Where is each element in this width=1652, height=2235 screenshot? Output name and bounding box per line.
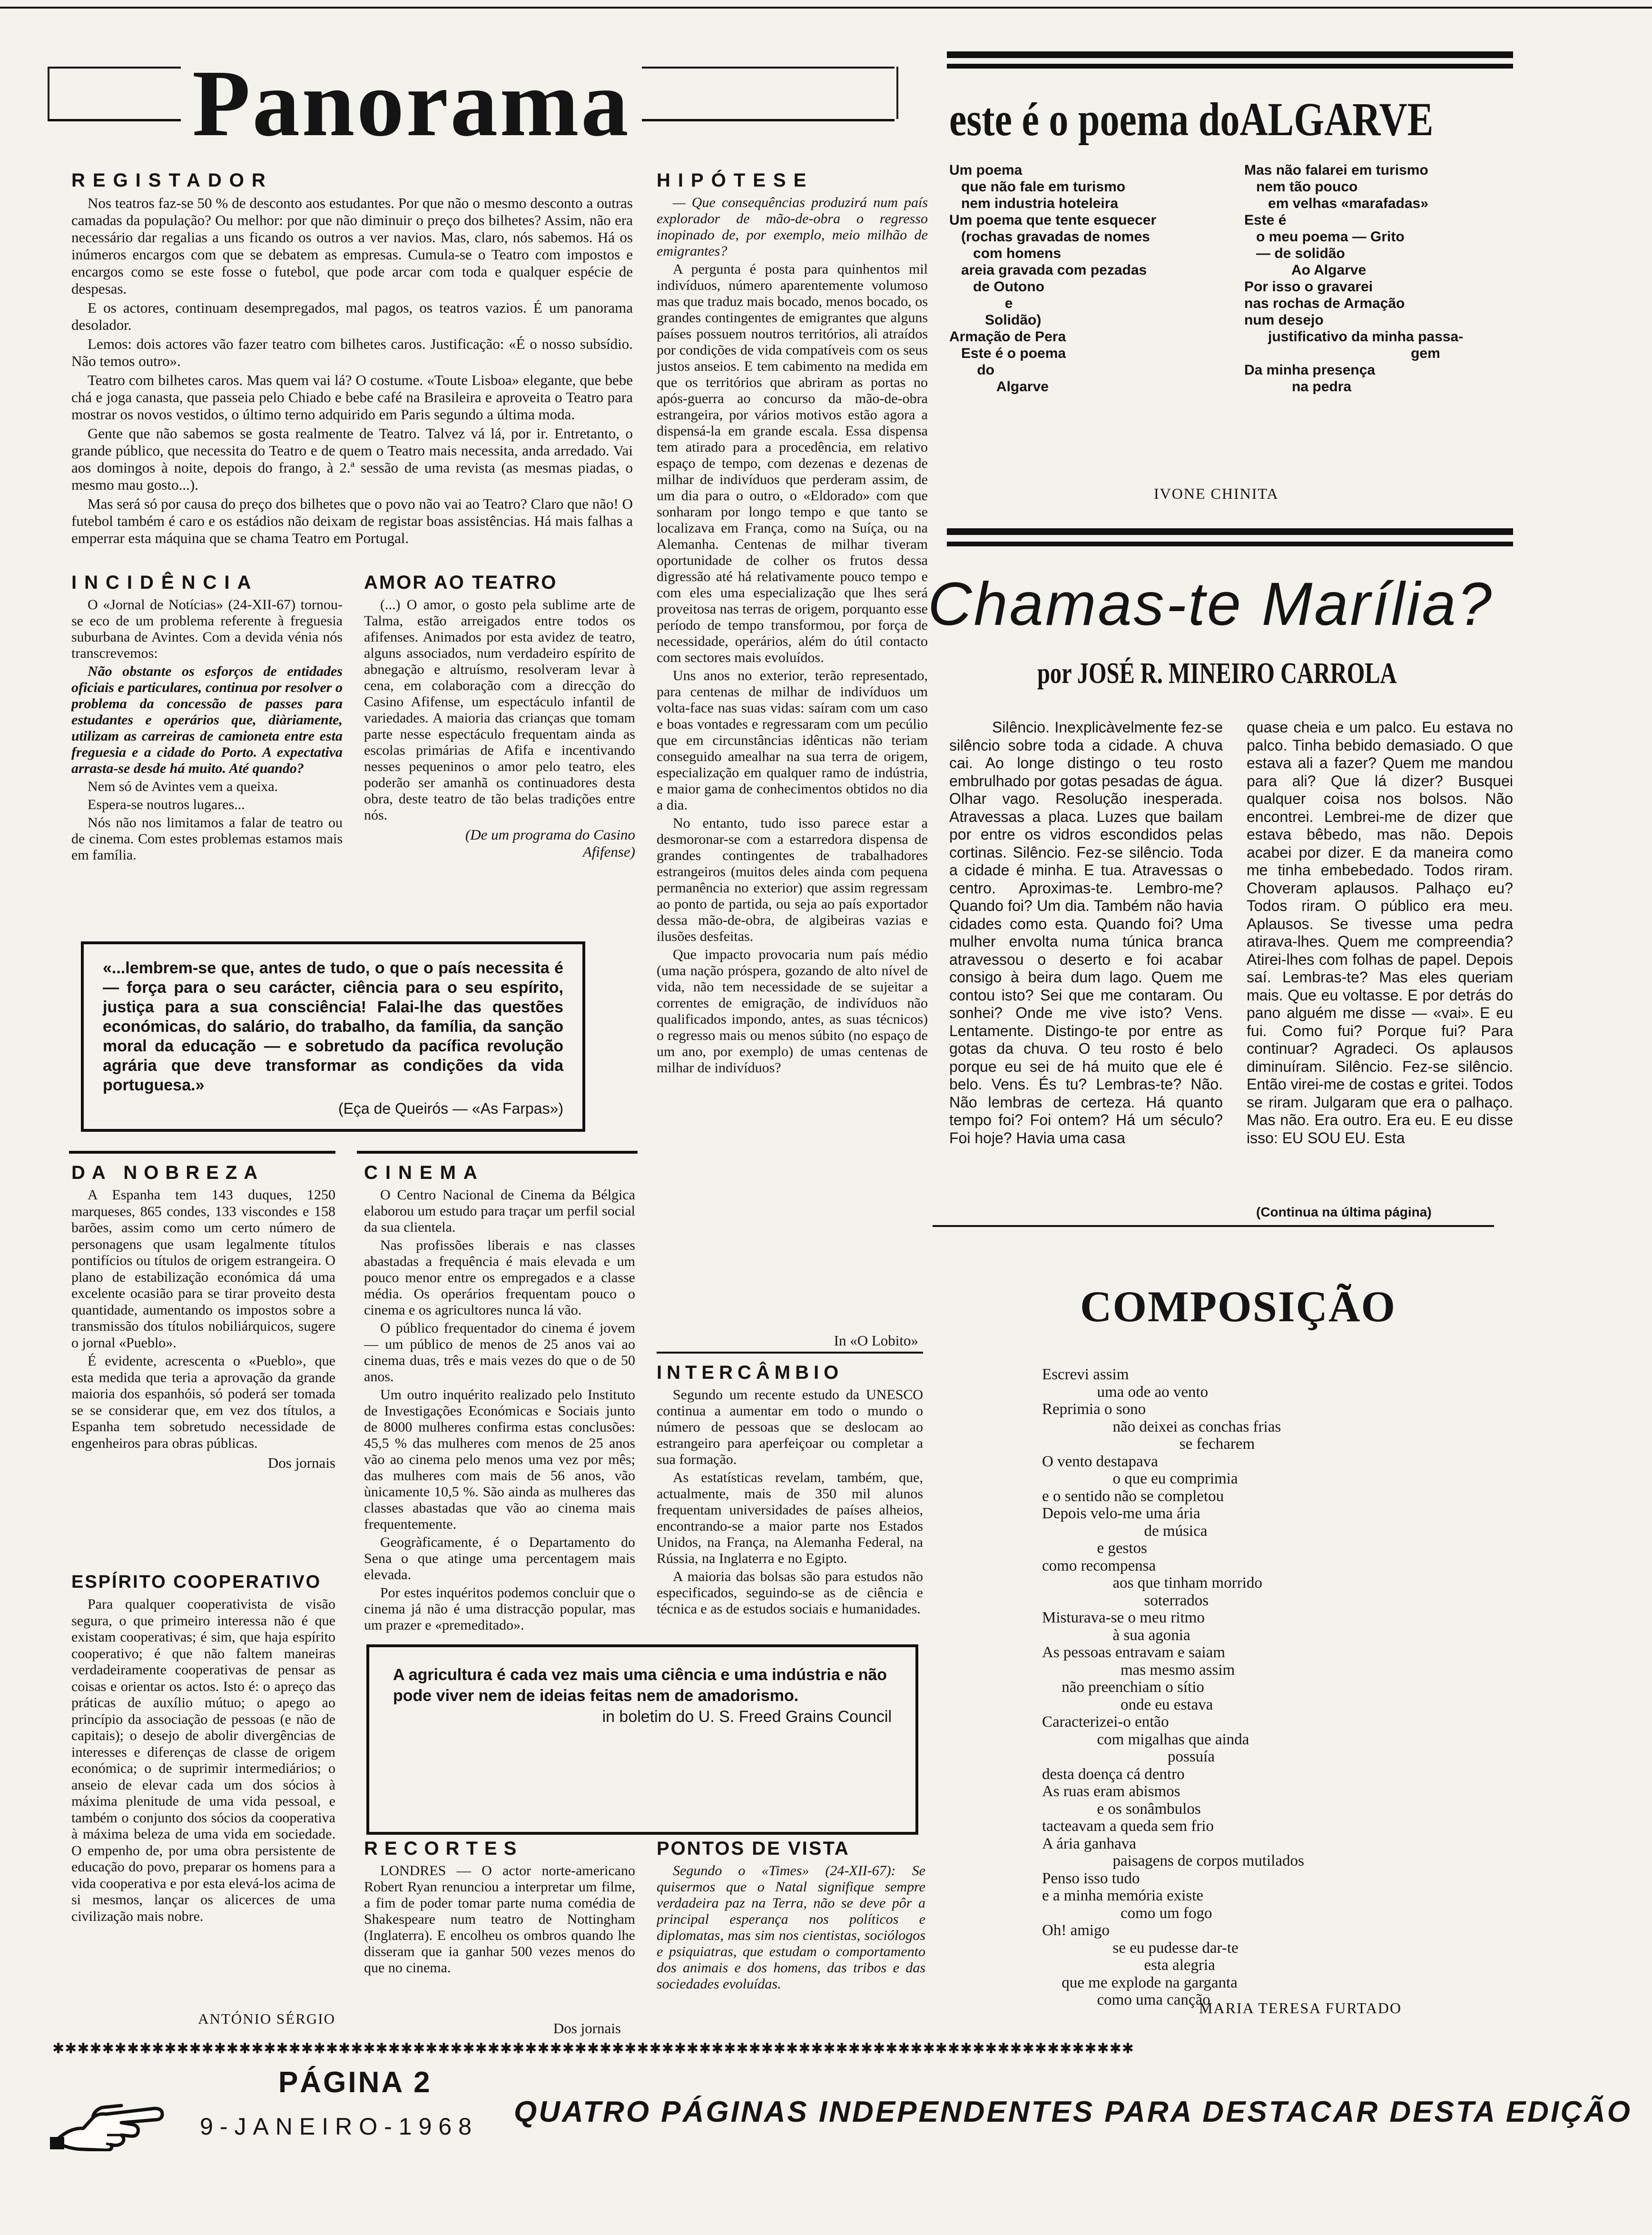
- footer-page: PÁGINA 2: [278, 2066, 432, 2099]
- poem-line: do: [949, 362, 994, 378]
- poem-line: uma ode ao vento: [1042, 1383, 1209, 1401]
- panorama-title: Panorama: [181, 56, 642, 151]
- incidencia-body: [71, 597, 343, 863]
- chamas-byline: por JOSÉ R. MINEIRO CARROLA: [1037, 657, 1397, 690]
- poem-line: Por isso o gravarei: [1244, 279, 1373, 295]
- poem-line: Caracterizei-o então: [1042, 1713, 1169, 1731]
- poem-line: nem industria hoteleira: [949, 196, 1119, 211]
- footer-date: 9-JANEIRO-1968: [200, 2113, 479, 2140]
- algarve-poem-author: IVONE CHINITA: [1154, 485, 1279, 502]
- poem-line: se fecharem: [1042, 1435, 1255, 1453]
- nobreza-body: [71, 1187, 335, 1452]
- intercambio-paragraph: A maioria das bolsas são para estudos não especificados, seguindo-se as de ciência e técnica e as de estudos sociais e humanidades.: [657, 1569, 923, 1617]
- eca-quote-text: «...lembrem-se que, antes de tudo, o que o país necessita é — força para o seu carácter, ciência para o seu espírito, justiça para a sua consciência! Falai-lhe das questões económicas, do salário, do trabalho, da família, da sanção moral da educação — e sobretudo da pacífica revolução agrária que deve transformar as condições da vida portuguesa.»: [103, 959, 563, 1094]
- poem-line: esta alegria: [1042, 1957, 1215, 1974]
- eca-quote-box: [81, 941, 585, 1132]
- amor-teatro-credit: (De um programa do Casino Afifense): [465, 826, 635, 860]
- recortes-paragraph: LONDRES — O actor norte-americano Robert Ryan renunciou a interpretar um filme, a fim de poder tomar parte numa comédia de Shakespeare num teatro de Nottingham (Inglaterra). E encolheu os ombros quando lhe disseram que ia ganhar 500 vezes menos do que no cinema.: [364, 1863, 635, 1976]
- cinema-heading: CINEMA: [364, 1162, 485, 1183]
- poem-line: (rochas gravadas de nomes: [949, 229, 1150, 245]
- registador-paragraph: Mas será só por causa do preço dos bilhetes que o povo não vai ao Teatro? Claro que não! O futebol também é caro e os estádios não deixam de registar boas assistências. Há mais falhas a emperrar esta máquina que se chama Teatro em Portugal.: [71, 495, 633, 546]
- poem-line: à sua agonia: [1042, 1626, 1190, 1644]
- poem-line: em velhas «marafadas»: [1244, 196, 1428, 211]
- poem-line: e gestos: [1042, 1540, 1147, 1557]
- incidencia-section: [71, 571, 343, 933]
- cinema-paragraph: Nas profissões liberais e nas classes abastadas a frequência é mais elevada e um pouco menor entre os empregados e a classe média. Os operários frequentam pouco o cinema e os agricultores nunca lá vão.: [364, 1237, 635, 1318]
- poem-line: Este é o poema: [949, 346, 1066, 361]
- poem-line: Reprimia o sono: [1042, 1401, 1146, 1418]
- poem-line: mas mesmo assim: [1042, 1661, 1235, 1679]
- poem-line: Mas não falarei em turismo: [1244, 162, 1428, 178]
- espirito-section: [71, 1571, 335, 2027]
- poem-line: nem tão pouco: [1244, 179, 1358, 195]
- cinema-body: [364, 1187, 635, 1633]
- nobreza-section: [71, 1161, 335, 1566]
- poem-line: Algarve: [949, 379, 1049, 395]
- poem-line: A ária ganhava: [1042, 1835, 1136, 1852]
- poem-line: soterrados: [1042, 1592, 1209, 1609]
- agricultura-credit: in boletim do U. S. Freed Grains Council: [602, 1708, 892, 1726]
- poem-line: Um poema: [949, 162, 1023, 178]
- registador-heading: REGISTADOR: [71, 170, 273, 191]
- poem-line: Um poema que tente esquecer: [949, 212, 1157, 228]
- poem-line: se eu pudesse dar-te: [1042, 1939, 1239, 1957]
- cinema-paragraph: Um outro inquérito realizado pelo Instituto de Investigações Económicas e Sociais junto de 8000 mulheres confirma estas conclusões: 45,5 % das mulheres com menos de 25 anos vão ao cinema pelo menos uma vez por mês; das mulheres com mais de 56 anos, vão ùnicamente 10,5 %. São ainda as mulheres das classes abastadas que vão ao cinema mais frequentemente.: [364, 1387, 635, 1532]
- poem-line: como recompensa: [1042, 1557, 1156, 1574]
- registador-body: [71, 195, 633, 547]
- poem-line: areia gravada com pezadas: [949, 262, 1147, 278]
- recortes-credit: Dos jornais: [553, 2020, 621, 2037]
- algarve-poem: [949, 162, 1511, 509]
- registador-paragraph: E os actores, continuam desempregados, mal pagos, os teatros vazios. É um panorama desolador.: [71, 299, 633, 333]
- eca-quote-credit: (Eça de Queirós — «As Farpas»): [338, 1100, 563, 1117]
- poem-line: o que eu comprimia: [1042, 1470, 1238, 1487]
- intercambio-paragraph: Segundo um recente estudo da UNESCO continua a aumentar em todo o mundo o número de pessoas que se deslocam ao estrangeiro para aperfeiçoar ou completar a sua formação.: [657, 1387, 923, 1467]
- algarve-rule-bottom-1: [947, 528, 1513, 535]
- espirito-paragraph: Para qualquer cooperativista de visão segura, o que primeiro interessa não é que existam cooperativas; é sim, que haja espírito cooperativo; é que não faltem maneiras verdadeiramente cooperativas de pensar as coisas e orientar os actos. Isto é: o apreço das práticas de auxílio mútuo; o apego ao princípio da associação de pessoas (e não de capitais); o desejo de abolir divergências de interesses e diferenças de classe de origem económica; o de suprimir intermediários; o anseio de elevar cada um dos sócios à máxima plenitude de uma vida pessoal, e também o conjunto dos sócios da cooperativa à máxima beleza de uma vida em sociedade. O empenho de, por uma obra persistente de educação do povo, preparar os homens para a vida cooperativa e por esta elevá-los acima de si mesmos, lançar os alicerces de uma civilização mais nobre.: [71, 1596, 335, 1924]
- poem-line: As ruas eram abismos: [1042, 1783, 1180, 1800]
- espirito-credit: ANTÓNIO SÉRGIO: [198, 2010, 335, 2027]
- intercambio-section: [657, 1361, 923, 1656]
- nobreza-paragraph: É evidente, acrescenta o «Pueblo», que esta medida que teria a aprovação da grande maioria dos espanhóis, só poderá ser tomada se se considerar que, em vez dos títulos, a Espanha tem sobretudo necessidade de engenheiros para obras públicas.: [71, 1353, 335, 1451]
- recortes-heading: RECORTES: [364, 1838, 523, 1859]
- poem-line: com migalhas que ainda: [1042, 1731, 1249, 1748]
- poem-line: Misturava-se o meu ritmo: [1042, 1609, 1205, 1626]
- pontos-paragraph: Segundo o «Times» (24-XII-67): Se quisermos que o Natal signifique sempre verdadeira paz na Terra, não se deve pôr a principal esperança nos políticos e diplomatas, mas sim nos cientistas, sociólogos e psiquiatras, que estudam o comportamento dos animais e dos homens, das tribos e das sociedades evoluídas.: [657, 1863, 925, 1992]
- hipotese-credit: In «O Lobito»: [834, 1332, 918, 1349]
- hipotese-section: [657, 169, 928, 1349]
- chamas-title: Chamas-te Marília?: [928, 570, 1494, 638]
- poem-line: onde eu estava: [1042, 1696, 1213, 1713]
- hipotese-paragraph: A pergunta é posta para quinhentos mil indivíduos, número aparentemente volumoso mas que traduz mais bocado, menos bocado, os grandes contingentes de emigrantes que alguns países possuem noutros territórios, ali atraídos por condições de vida compatíveis com os seus justos anseios. E tem cabimento na medida em que os territórios que abriram as portas no após-guerra ao concurso da mão-de-obra estrangeira, por vários motivos estão agora a dispensá-la em grande escala. Essa dispensa tem atirado para a procedência, em relativo espaço de tempo, com dezenas e dezenas de milhar de indivíduos que perderam assim, de um dia para o outro, o «Eldorado» com que sonharam por longo tempo e que tanto se localizava em França, como na Suíça, ou na Alemanha. Centenas de milhar tiveram oportunidade de colher os frutos dessa digressão até há relativamente pouco tempo e com eles uma especialização que lhes será proveitosa nas terras de origem, porquanto esse período de tempo transformou, por força de necessidade, operários, além do útil contacto com sectores mais evoluídos.: [657, 261, 928, 665]
- cinema-paragraph: Geogràficamente, é o Departamento do Sena o que atinge uma percentagem mais elevada.: [364, 1534, 635, 1582]
- composicao-author: MARIA TERESA FURTADO: [1199, 1999, 1402, 2017]
- poem-line: Solidão): [949, 312, 1042, 328]
- pointing-hand-icon: [50, 2070, 164, 2151]
- poem-line: Ao Algarve: [1244, 262, 1367, 278]
- pontos-heading: PONTOS DE VISTA: [657, 1838, 850, 1859]
- algarve-rule-top-1: [947, 51, 1513, 58]
- hipotese-paragraph: No entanto, tudo isso parece estar a desmoronar-se com a estarredora dispensa de grandes contingentes de trabalhadores estrangeiros (muitos deles ainda com pequena permanência no exterior) que assim regressam ao ponto de partida, ou seja ao país exportador dessa mão-de-obra, de algibeiras vazias e ilusões desfeitas.: [657, 815, 928, 944]
- poem-line: que me explode na garganta: [1042, 1974, 1238, 1991]
- poem-line: na pedra: [1244, 379, 1352, 395]
- espirito-heading: ESPÍRITO COOPERATIVO: [71, 1572, 322, 1592]
- nobreza-paragraph: A Espanha tem 143 duques, 1250 marqueses, 865 condes, 133 viscondes e 158 barões, assim como um certo número de personagens que usam legalmente títulos pontifícios ou títulos de origem estrangeira. O plano de estabilização económica dá uma excelente ocasião para se tirar proveito desta quantidade, aumentando os impostos sobre a transmissão dos títulos nobiliárquicos, sugere o jornal «Pueblo».: [71, 1187, 335, 1351]
- incidencia-paragraph: O «Jornal de Notícias» (24-XII-67) tornou-se eco de um problema referente à freguesia suburbana de Avintes. Com a devida vénia nós transcrevemos:: [71, 597, 343, 661]
- registador-paragraph: Teatro com bilhetes caros. Mas quem vai lá? O costume. «Toute Lisboa» elegante, que bebe chá e joga canasta, que passeia pelo Chiado e bebe café na Brasileira e aproveita o Teatro para mostrar os novos vestidos, o último terno adquirido em Paris segundo a última moda.: [71, 372, 633, 423]
- chamas-col2: [1247, 719, 1513, 1204]
- poem-line: Escrevi assim: [1042, 1366, 1129, 1383]
- poem-line: justificativo da minha passa-: [1244, 329, 1464, 345]
- poem-line: não deixei as conchas frias: [1042, 1418, 1281, 1435]
- chamas-col1-text: Silêncio. Inexplicàvelmente fez-se silêncio sobre toda a cidade. A chuva cai. Ao longe distingo o teu rosto embrulhado por gotas pesadas de água. Olhar vago. Resolução inesperada. Atravessas a placa. Luzes que bailam por entre os vidros escondidos pelas cortinas. Silêncio. Fez-se silêncio. Toda a cidade é minha. E tua. Atravessas o centro. Aproximas-te. Lembro-me? Quando foi? Um dia. Também não havia cidades como esta. Quando foi? Uma mulher envolta numa túnica branca atravessou o deserto e foi acabar consigo à beira dum lago. Quem me contou isto? Sei que me contaram. Ou sonhei? Onde me vive isto? Vens. Lentamente. Distingo-te por entre as gotas da chuva. O teu rosto é belo porque eu sei de há muito que ele é belo. Vens. És tu? Lembras-te? Não. Não lembras de certeza. Há quanto tempo foi? Foi ontem? Há um século? Foi hoje? Havia uma casa: [949, 719, 1223, 1147]
- poem-line: Armação de Pera: [949, 329, 1066, 345]
- composicao-poem: [1042, 1366, 1508, 2018]
- poem-line: nas rochas de Armação: [1244, 296, 1405, 311]
- incidencia-paragraph: Nem só de Avintes vem a queixa.: [88, 779, 278, 794]
- espirito-body: [71, 1596, 335, 1925]
- poem-line: Depois velo-me uma ária: [1042, 1505, 1200, 1522]
- recortes-section: [364, 1837, 635, 2037]
- poem-line: o meu poema — Grito: [1244, 229, 1405, 245]
- nobreza-credit: Dos jornais: [267, 1454, 335, 1471]
- chamas-col2-text: quase cheia e um palco. Eu estava no palco. Tinha bebido demasiado. O que estava ali a fazer? Quem me mandou para ali? Que lá dizer? Busquei qualquer coisa nos bolsos. Não encontrei. Lembrei-me de dizer que estava bêbedo, mas não. Depois acabei por dizer. E da maneira como me tinha embebedado. Todos riram. Choveram aplausos. Palhaço eu? Todos riram. O público era meu. Aplausos. Se tivesse uma pedra atirava-lhes. Quem me compreendia? Atirei-lhes com folhas de papel. Depois saí. Lembras-te? Mas eles queriam mais. Que eu voltasse. E por detrás do pano alguém me disse — «vai». E eu fui. Como fui? Porque fui? Para continuar? Agradeci. Os aplausos diminuíram. Silêncio. Fez-se silêncio. Então virei-me de costas e gritei. Todos se riram. Julgaram que era o palhaço. Mas não. Era outro. Era eu. E eu disse isso: EU SOU EU. Esta: [1247, 719, 1513, 1147]
- recortes-body: [364, 1863, 635, 1976]
- top-rule: [0, 7, 1652, 9]
- poem-line: e o sentido não se completou: [1042, 1487, 1224, 1505]
- algarve-poem-col1: [949, 162, 1235, 395]
- chamas-continua: (Continua na última página): [1256, 1205, 1432, 1219]
- poem-line: Da minha presença: [1244, 362, 1376, 378]
- footer-slogan: QUATRO PÁGINAS INDEPENDENTES PARA DESTACAR DESTA EDIÇÃO: [514, 2096, 1632, 2128]
- poem-line: de música: [1042, 1522, 1208, 1540]
- intercambio-rule-top: [657, 1352, 923, 1354]
- registador-paragraph: Gente que não sabemos se gosta realmente de Teatro. Talvez vá lá, por ir. Entretanto, o grande público, que necessita do Teatro e de quem o Teatro mais necessita, anda arredado. Vai aos domingos à noite, depois do frango, à 2.ª sessão de uma revista (as mesmas piadas, o mesmo mau gosto...).: [71, 425, 633, 493]
- poem-line: não preenchiam o sítio: [1042, 1679, 1204, 1696]
- poem-line: As pessoas entravam e saiam: [1042, 1644, 1225, 1661]
- footer-stars: ✱✱✱✱✱✱✱✱✱✱✱✱✱✱✱✱✱✱✱✱✱✱✱✱✱✱✱✱✱✱✱✱✱✱✱✱✱✱✱✱✱✱✱✱✱✱✱✱✱✱✱✱✱✱✱✱✱✱✱✱✱✱✱✱✱✱✱✱✱✱✱✱✱✱✱✱✱✱✱✱✱✱✱✱✱✱✱: [52, 2040, 1134, 2057]
- hipotese-body: [657, 195, 928, 1076]
- poem-line: como um fogo: [1042, 1904, 1212, 1922]
- registador-section: [71, 169, 633, 574]
- agricultura-text: A agricultura é cada vez mais uma ciência e uma indústria e não pode viver nem de ideias feitas nem de amadorismo.: [393, 1666, 887, 1705]
- registador-paragraph: Lemos: dois actores vão fazer teatro com bilhetes caros. Justificação: «É o nosso subsídio. Não temos outro».: [71, 336, 633, 369]
- intercambio-paragraph: As estatísticas revelam, também, que, actualmente, mais de 350 mil alunos frequentam universidades de países alheios, encontrando-se a maior parte nos Estados Unidos, na França, na Alemanha Federal, na Rússia, na Inglaterra e no Egipto.: [657, 1470, 923, 1566]
- algarve-poem-col2: [1244, 162, 1511, 395]
- agricultura-box: [366, 1644, 918, 1835]
- poem-line: que não fale em turismo: [949, 179, 1126, 195]
- poem-line: Penso isso tudo: [1042, 1869, 1140, 1887]
- cinema-paragraph: O público frequentador do cinema é jovem — um público de menos de 25 anos vai ao cinema duas, três e mais vezes do que o de 50 anos.: [364, 1320, 635, 1385]
- pontos-section: [657, 1837, 925, 2037]
- nobreza-rule-top: [69, 1151, 335, 1154]
- poem-line: — de solidão: [1244, 246, 1345, 261]
- cinema-rule-top: [357, 1151, 638, 1154]
- cinema-paragraph: Por estes inquéritos podemos concluir que o cinema já não é uma distracção popular, mas um prazer e «premeditado».: [364, 1585, 635, 1633]
- chamas-bottom-rule: [933, 1225, 1494, 1227]
- poem-line: paisagens de corpos mutilados: [1042, 1852, 1304, 1869]
- amor-teatro-heading: AMOR AO TEATRO: [364, 572, 558, 593]
- incidencia-paragraph: Nós não nos limitamos a falar de teatro ou de cinema. Com estes problemas estamos mais em família.: [71, 815, 343, 863]
- cinema-section: [364, 1161, 635, 1647]
- cinema-paragraph: O Centro Nacional de Cinema da Bélgica elaborou um estudo para traçar um perfil social da sua clientela.: [364, 1187, 635, 1235]
- registador-paragraph: Nos teatros faz-se 50 % de desconto aos estudantes. Por que não o mesmo desconto a outras camadas da população? Ou melhor: por que não diminuir o preço dos bilhetes? Assim, não era necessário dar regalias a uns ficando os outros a ver navios. Mas, claro, nós sabemos. Há os inúmeros encargos com que se debatem as empresas. Cumula-se o Teatro com impostos e encargos como se este fosse o futebol, que pode arcar com toda e qualquer espécie de despesas.: [71, 195, 633, 297]
- poem-line: Oh! amigo: [1042, 1922, 1110, 1939]
- hipotese-paragraph: Uns anos no exterior, terão representado, para centenas de milhar de indivíduos um volta-face nas suas vidas: saíram com um caso e boas vontades e regressaram com um pecúlio que em circunstâncias idênticas não teriam conseguido amealhar na sua terra de origem, especialização em qualquer ramo de indústria, e maior gama de conhecimentos obtidos no dia a dia.: [657, 668, 928, 813]
- poem-line: e os sonâmbulos: [1042, 1800, 1201, 1818]
- hipotese-paragraph: Que impacto provocaria num país médio (uma nação próspera, gozando de alto nível de vida, não tem necessidade de se sujeitar a correntes de emigração, de indivíduos não qualificados impondo, antes, as suas técnicos) o regresso mais ou menos súbito (no espaço de um ano, por exemplo) de umas centenas de milhar de indivíduos?: [657, 947, 928, 1076]
- hipotese-quote: — Que consequências produzirá num país explorador de mão-de-obra o regresso inopinado de, por exemplo, meio milhão de emigrantes?: [657, 195, 928, 259]
- poem-line: num desejo: [1244, 312, 1324, 328]
- poem-line: de Outono: [949, 279, 1044, 295]
- poem-line: como uma canção: [1042, 1991, 1210, 2008]
- poem-line: e a minha memória existe: [1042, 1887, 1204, 1904]
- incidencia-quote: Não obstante os esforços de entidades oficiais e particulares, continua por resolver o problema da concessão de passes para estudantes e operários que, diàriamente, utilizam as carreiras de camioneta entre esta freguesia e a cidade do Porto. A expectativa arrasta-se desde há muito. Até quando?: [71, 663, 343, 776]
- poem-line: aos que tinham morrido: [1042, 1574, 1262, 1592]
- hipotese-heading: HIPÓTESE: [657, 170, 814, 191]
- poem-line: desta doença cá dentro: [1042, 1765, 1185, 1783]
- incidencia-paragraph: Espera-se noutros lugares...: [88, 797, 245, 812]
- incidencia-heading: INCIDÊNCIA: [71, 572, 259, 593]
- nobreza-heading: DA NOBREZA: [71, 1162, 265, 1183]
- poem-line: gem: [1244, 346, 1440, 361]
- poem-line: Este é: [1244, 212, 1287, 228]
- poem-line: possuía: [1042, 1748, 1215, 1765]
- poem-line: e: [949, 296, 1013, 311]
- algarve-rule-top-2: [947, 64, 1513, 69]
- amor-teatro-section: [364, 571, 635, 933]
- algarve-rule-bottom-2: [947, 542, 1513, 546]
- amor-teatro-body: [364, 597, 635, 823]
- intercambio-heading: INTERCÂMBIO: [657, 1362, 844, 1383]
- poem-line: com homens: [949, 246, 1062, 261]
- intercambio-body: [657, 1387, 923, 1617]
- chamas-col1: [949, 719, 1223, 1204]
- composicao-title: COMPOSIÇÃO: [1080, 1282, 1396, 1331]
- poem-line: O vento destapava: [1042, 1453, 1158, 1470]
- amor-teatro-paragraph: (...) O amor, o gosto pela sublime arte de Talma, estão arreigados entre todos os afifenses. Animados por esta avidez de teatro, alguns associados, num verdadeiro espírito de abnegação e altruísmo, resolveram levar à cena, em colaboração com a direcção do Casino Afifense, um espectáculo infantil de variedades. A maioria das crianças que tomam parte nesse espectáculo frequentam ainda as escolas primárias de Afifa e incentivando nesses pequeninos o amor pelo teatro, eles poderão ser amanhã os continuadores desta obra, deste teatro de tão belas tradições entre nós.: [364, 597, 635, 823]
- poem-line: tacteavam a queda sem frio: [1042, 1818, 1214, 1835]
- pontos-body: [657, 1863, 925, 1992]
- algarve-title: este é o poema doALGARVE: [949, 93, 1434, 146]
